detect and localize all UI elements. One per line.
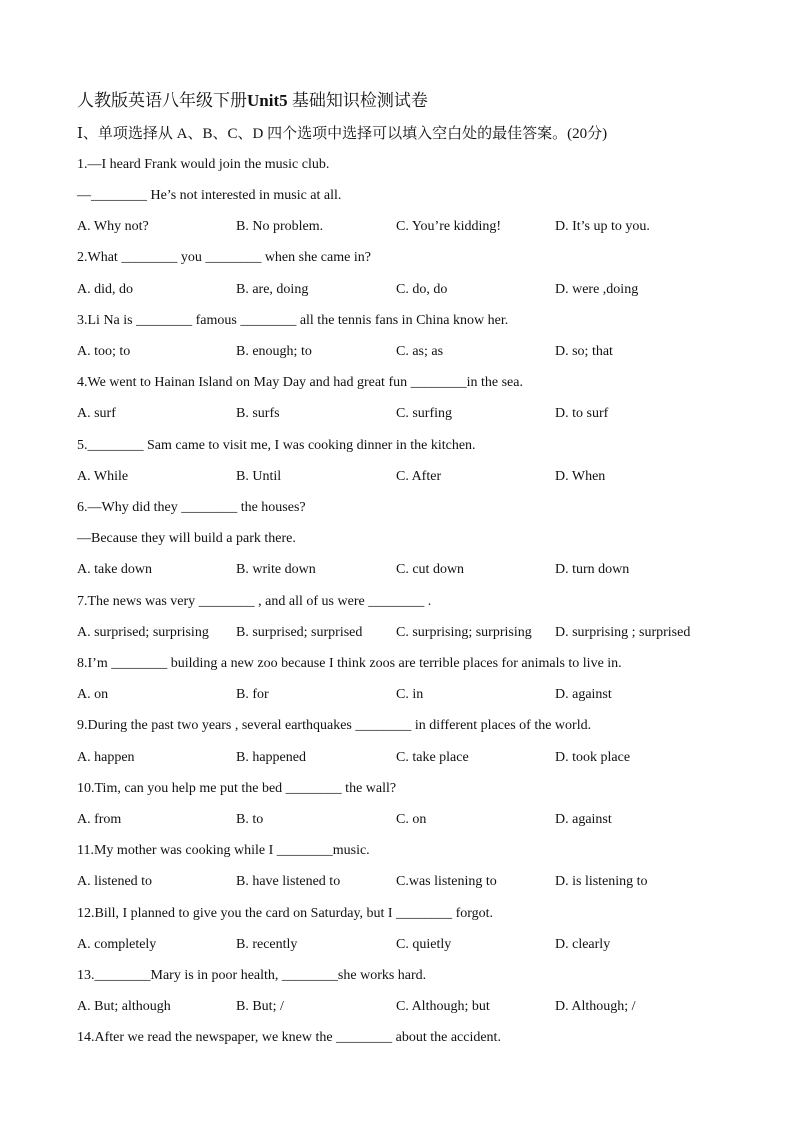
option-b: B. have listened to (236, 874, 341, 889)
question-8-stem: 8.I’m ________ building a new zoo because I think zoos are terrible places for animals to live in. (77, 656, 622, 671)
option-c: C. as; as (396, 344, 444, 359)
option-b: B. are, doing (236, 282, 309, 297)
option-b: B. surfs (236, 406, 280, 421)
question-3-stem: 3.Li Na is ________ famous ________ all the tennis fans in China know her. (77, 313, 509, 328)
section-heading: Ⅰ、单项选择从 A、B、C、D 四个选项中选择可以填入空白处的最佳答案。(20分) (77, 126, 608, 142)
option-a: A. While (77, 469, 129, 484)
option-c: C. in (396, 687, 424, 702)
option-d: D. to surf (555, 406, 609, 421)
option-b: B. No problem. (236, 219, 324, 234)
option-b: B. for (236, 687, 269, 702)
title-suffix: 基础知识检测试卷 (287, 91, 428, 110)
option-b: B. write down (236, 562, 316, 577)
option-c: C. do, do (396, 282, 448, 297)
question-2-stem: 2.What ________ you ________ when she came in? (77, 250, 371, 265)
question-6-stem-2: —Because they will build a park there. (77, 531, 296, 546)
option-c: C. After (396, 469, 442, 484)
question-4-stem: 4.We went to Hainan Island on May Day and had great fun ________in the sea. (77, 375, 523, 390)
question-5-stem: 5.________ Sam came to visit me, I was cooking dinner in the kitchen. (77, 438, 476, 453)
question-14-stem: 14.After we read the newspaper, we knew the ________ about the accident. (77, 1030, 501, 1045)
option-c: C. quietly (396, 937, 452, 952)
question-1-stem-1: 1.—I heard Frank would join the music club. (77, 157, 330, 172)
option-a: A. surprised; surprising (77, 625, 209, 640)
option-a: A. from (77, 812, 122, 827)
option-a: A. take down (77, 562, 153, 577)
question-6-stem-1: 6.—Why did they ________ the houses? (77, 500, 306, 515)
option-a: A. too; to (77, 344, 131, 359)
option-a: A. Why not? (77, 219, 149, 234)
option-d: D. against (555, 687, 612, 702)
document-title (77, 86, 428, 111)
option-d: D. surprising ; surprised (555, 625, 691, 640)
question-9-stem: 9.During the past two years , several earthquakes ________ in different places of the world. (77, 718, 592, 733)
option-a: A. did, do (77, 282, 133, 297)
option-d: D. It’s up to you. (555, 219, 650, 234)
option-b: B. Until (236, 469, 282, 484)
option-c: C. on (396, 812, 427, 827)
option-d: D. Although; / (555, 999, 636, 1014)
option-b: B. recently (236, 937, 298, 952)
option-a: A. on (77, 687, 109, 702)
option-c: C. cut down (396, 562, 465, 577)
option-a: A. happen (77, 750, 135, 765)
option-d: D. against (555, 812, 612, 827)
question-10-stem: 10.Tim, can you help me put the bed ________ the wall? (77, 781, 397, 796)
option-d: D. turn down (555, 562, 630, 577)
question-12-stem: 12.Bill, I planned to give you the card on Saturday, but I ________ forgot. (77, 906, 494, 921)
option-a: A. completely (77, 937, 157, 952)
option-b: B. happened (236, 750, 306, 765)
question-13-stem: 13.________Mary is in poor health, ________she works hard. (77, 968, 427, 983)
option-c: C. surfing (396, 406, 452, 421)
option-c: C. Although; but (396, 999, 490, 1014)
option-d: D. When (555, 469, 606, 484)
question-7-stem: 7.The news was very ________ , and all of us were ________ . (77, 594, 432, 609)
option-a: A. listened to (77, 874, 153, 889)
title-prefix: 人教版英语八年级下册 (77, 91, 247, 110)
option-d: D. were ,doing (555, 282, 639, 297)
option-b: B. enough; to (236, 344, 312, 359)
option-c: C. take place (396, 750, 469, 765)
option-d: D. clearly (555, 937, 611, 952)
option-d: D. took place (555, 750, 631, 765)
option-c: C. You’re kidding! (396, 219, 502, 234)
option-a: A. But; although (77, 999, 171, 1014)
option-a: A. surf (77, 406, 116, 421)
option-d: D. is listening to (555, 874, 648, 889)
option-b: B. surprised; surprised (236, 625, 363, 640)
option-c: C.was listening to (396, 874, 497, 889)
question-1-stem-2: —________ He’s not interested in music at all. (77, 188, 342, 203)
option-d: D. so; that (555, 344, 613, 359)
question-11-stem: 11.My mother was cooking while I ________music. (77, 843, 370, 858)
option-b: B. But; / (236, 999, 284, 1014)
option-c: C. surprising; surprising (396, 625, 532, 640)
title-unit: Unit5 (247, 91, 288, 110)
option-b: B. to (236, 812, 264, 827)
